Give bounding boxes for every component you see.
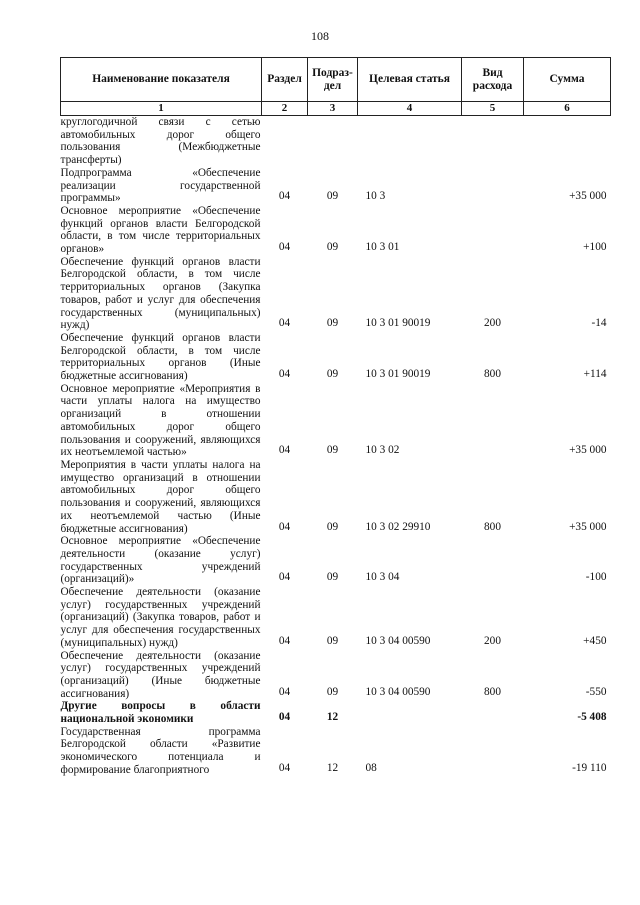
summa-cell: -5 408 [577, 711, 607, 724]
table-row [61, 167, 611, 205]
name-cell: Обеспечение деятельности (оказание услуг) государственных учреждений (организаций) (Закупка товаров, работ и услуг для обеспечения государственных (муниципальных) нужд) [60, 586, 261, 649]
column-number: 1 [61, 102, 262, 116]
header-razdel: Раздел [262, 58, 308, 102]
table-row [61, 700, 611, 725]
name-cell: Основное мероприятие «Обеспечение деятельности (оказание услуг) государственных учреждений (организаций)» [60, 535, 261, 586]
razdel-cell: 04 [278, 190, 291, 203]
razdel-cell: 04 [278, 520, 291, 533]
statya-cell [358, 700, 462, 725]
razdel-cell: 04 [278, 317, 291, 330]
name-cell: Мероприятия в части уплаты налога на имущество организаций в отношении автомобильных дорог общего пользования и сооружений, являющихся их неотъемлемой частью (Иные бюджетные ассигнования) [60, 458, 261, 535]
summa-cell: -100 [585, 571, 607, 584]
statya-cell: 10 3 [365, 190, 386, 203]
header-statya: Целевая статья [358, 58, 462, 102]
name-cell: Основное мероприятие «Обеспечение функций органов власти Белгородской области, в том числе территориальных органов» [60, 204, 261, 256]
vid-cell [462, 726, 524, 777]
summa-cell: +100 [583, 241, 607, 254]
summa-cell [524, 116, 611, 167]
summa-cell: +450 [583, 634, 607, 647]
podrazdel-cell: 09 [326, 241, 339, 254]
podrazdel-cell: 09 [326, 685, 339, 698]
statya-cell: 10 3 04 00590 [365, 685, 431, 698]
vid-cell [462, 700, 524, 725]
table-row [61, 459, 611, 535]
table-row [61, 535, 611, 586]
razdel-cell: 04 [278, 368, 291, 381]
budget-table [60, 57, 610, 777]
name-cell: Государственная программа Белгородской области «Развитие экономического потенциала и формирование благоприятного [60, 725, 261, 776]
name-cell: Основное мероприятие «Мероприятия в части уплаты налога на имущество организаций в отношении автомобильных дорог общего пользования и сооружений, являющихся их неотъемлемой частью» [60, 382, 261, 459]
vid-cell: 800 [484, 520, 501, 533]
summa-cell: +35 000 [569, 444, 607, 457]
vid-cell [462, 116, 524, 167]
table-row [61, 332, 611, 383]
statya-cell: 10 3 01 90019 [365, 317, 431, 330]
summa-cell: -19 110 [572, 761, 607, 774]
table-body [61, 116, 611, 777]
vid-cell [462, 535, 524, 586]
statya-cell: 10 3 01 [365, 241, 400, 254]
name-cell: Другие вопросы в области национальной экономики [60, 700, 261, 726]
statya-cell [358, 116, 462, 167]
table-row [61, 205, 611, 256]
column-number: 6 [524, 102, 611, 116]
vid-cell: 800 [484, 685, 501, 698]
summa-cell: +114 [583, 368, 607, 381]
podrazdel-cell: 12 [326, 761, 339, 774]
column-number: 3 [308, 102, 358, 116]
razdel-cell [262, 116, 308, 167]
statya-cell: 10 3 02 [365, 444, 400, 457]
podrazdel-cell: 09 [326, 317, 339, 330]
statya-cell: 10 3 02 29910 [365, 520, 431, 533]
podrazdel-cell: 09 [326, 571, 339, 584]
summa-cell: +35 000 [569, 520, 607, 533]
vid-cell [462, 167, 524, 205]
vid-cell: 800 [484, 368, 501, 381]
table-row [61, 383, 611, 459]
statya-cell: 10 3 04 00590 [365, 634, 431, 647]
summa-cell: -550 [585, 685, 607, 698]
podrazdel-cell: 12 [326, 711, 339, 724]
table-row [61, 256, 611, 332]
name-cell: Обеспечение функций органов власти Белгородской области, в том числе территориальных органов (Закупка товаров, работ и услуг для обеспечения государственных (муниципальных) нужд) [60, 255, 261, 332]
razdel-cell: 04 [278, 634, 291, 647]
name-cell: Обеспечение функций органов власти Белгородской области, в том числе территориальных органов (Иные бюджетные ассигнования) [60, 331, 261, 383]
header-vid: Вид расхода [462, 58, 524, 102]
razdel-cell: 04 [278, 571, 291, 584]
razdel-cell: 04 [278, 685, 291, 698]
header-name: Наименование показателя [61, 58, 262, 102]
column-number: 5 [462, 102, 524, 116]
table-header [61, 58, 611, 116]
column-numbers-row [61, 102, 611, 116]
podrazdel-cell: 09 [326, 634, 339, 647]
razdel-cell: 04 [278, 761, 291, 774]
table-row [61, 726, 611, 777]
header-podrazdel: Подраз-дел [308, 58, 358, 102]
table-row [61, 116, 611, 167]
column-number: 4 [358, 102, 462, 116]
podrazdel-cell: 09 [326, 444, 339, 457]
podrazdel-cell [308, 116, 358, 167]
page-number: 108 [311, 29, 329, 43]
name-cell: круглогодичной связи с сетью автомобильных дорог общего пользования (Межбюджетные трансферты) [60, 116, 261, 167]
table-row [61, 586, 611, 650]
statya-cell: 08 [365, 761, 377, 774]
summa-cell: -14 [591, 317, 607, 330]
vid-cell [462, 205, 524, 256]
table-row [61, 650, 611, 701]
statya-cell: 10 3 04 [365, 571, 400, 584]
name-cell: Обеспечение деятельности (оказание услуг) государственных учреждений (организаций) (Иные бюджетные ассигнования) [60, 649, 261, 700]
statya-cell: 10 3 01 90019 [365, 368, 431, 381]
podrazdel-cell: 09 [326, 520, 339, 533]
header-summa: Сумма [524, 58, 611, 102]
name-cell: Подпрограмма «Обеспечение реализации государственной программы» [60, 166, 261, 205]
razdel-cell: 04 [278, 711, 291, 724]
summa-cell: +35 000 [569, 190, 607, 203]
vid-cell: 200 [484, 634, 501, 647]
razdel-cell: 04 [278, 241, 291, 254]
column-number: 2 [262, 102, 308, 116]
podrazdel-cell: 09 [326, 190, 339, 203]
vid-cell: 200 [484, 317, 501, 330]
podrazdel-cell: 09 [326, 368, 339, 381]
razdel-cell: 04 [278, 444, 291, 457]
vid-cell [462, 383, 524, 459]
